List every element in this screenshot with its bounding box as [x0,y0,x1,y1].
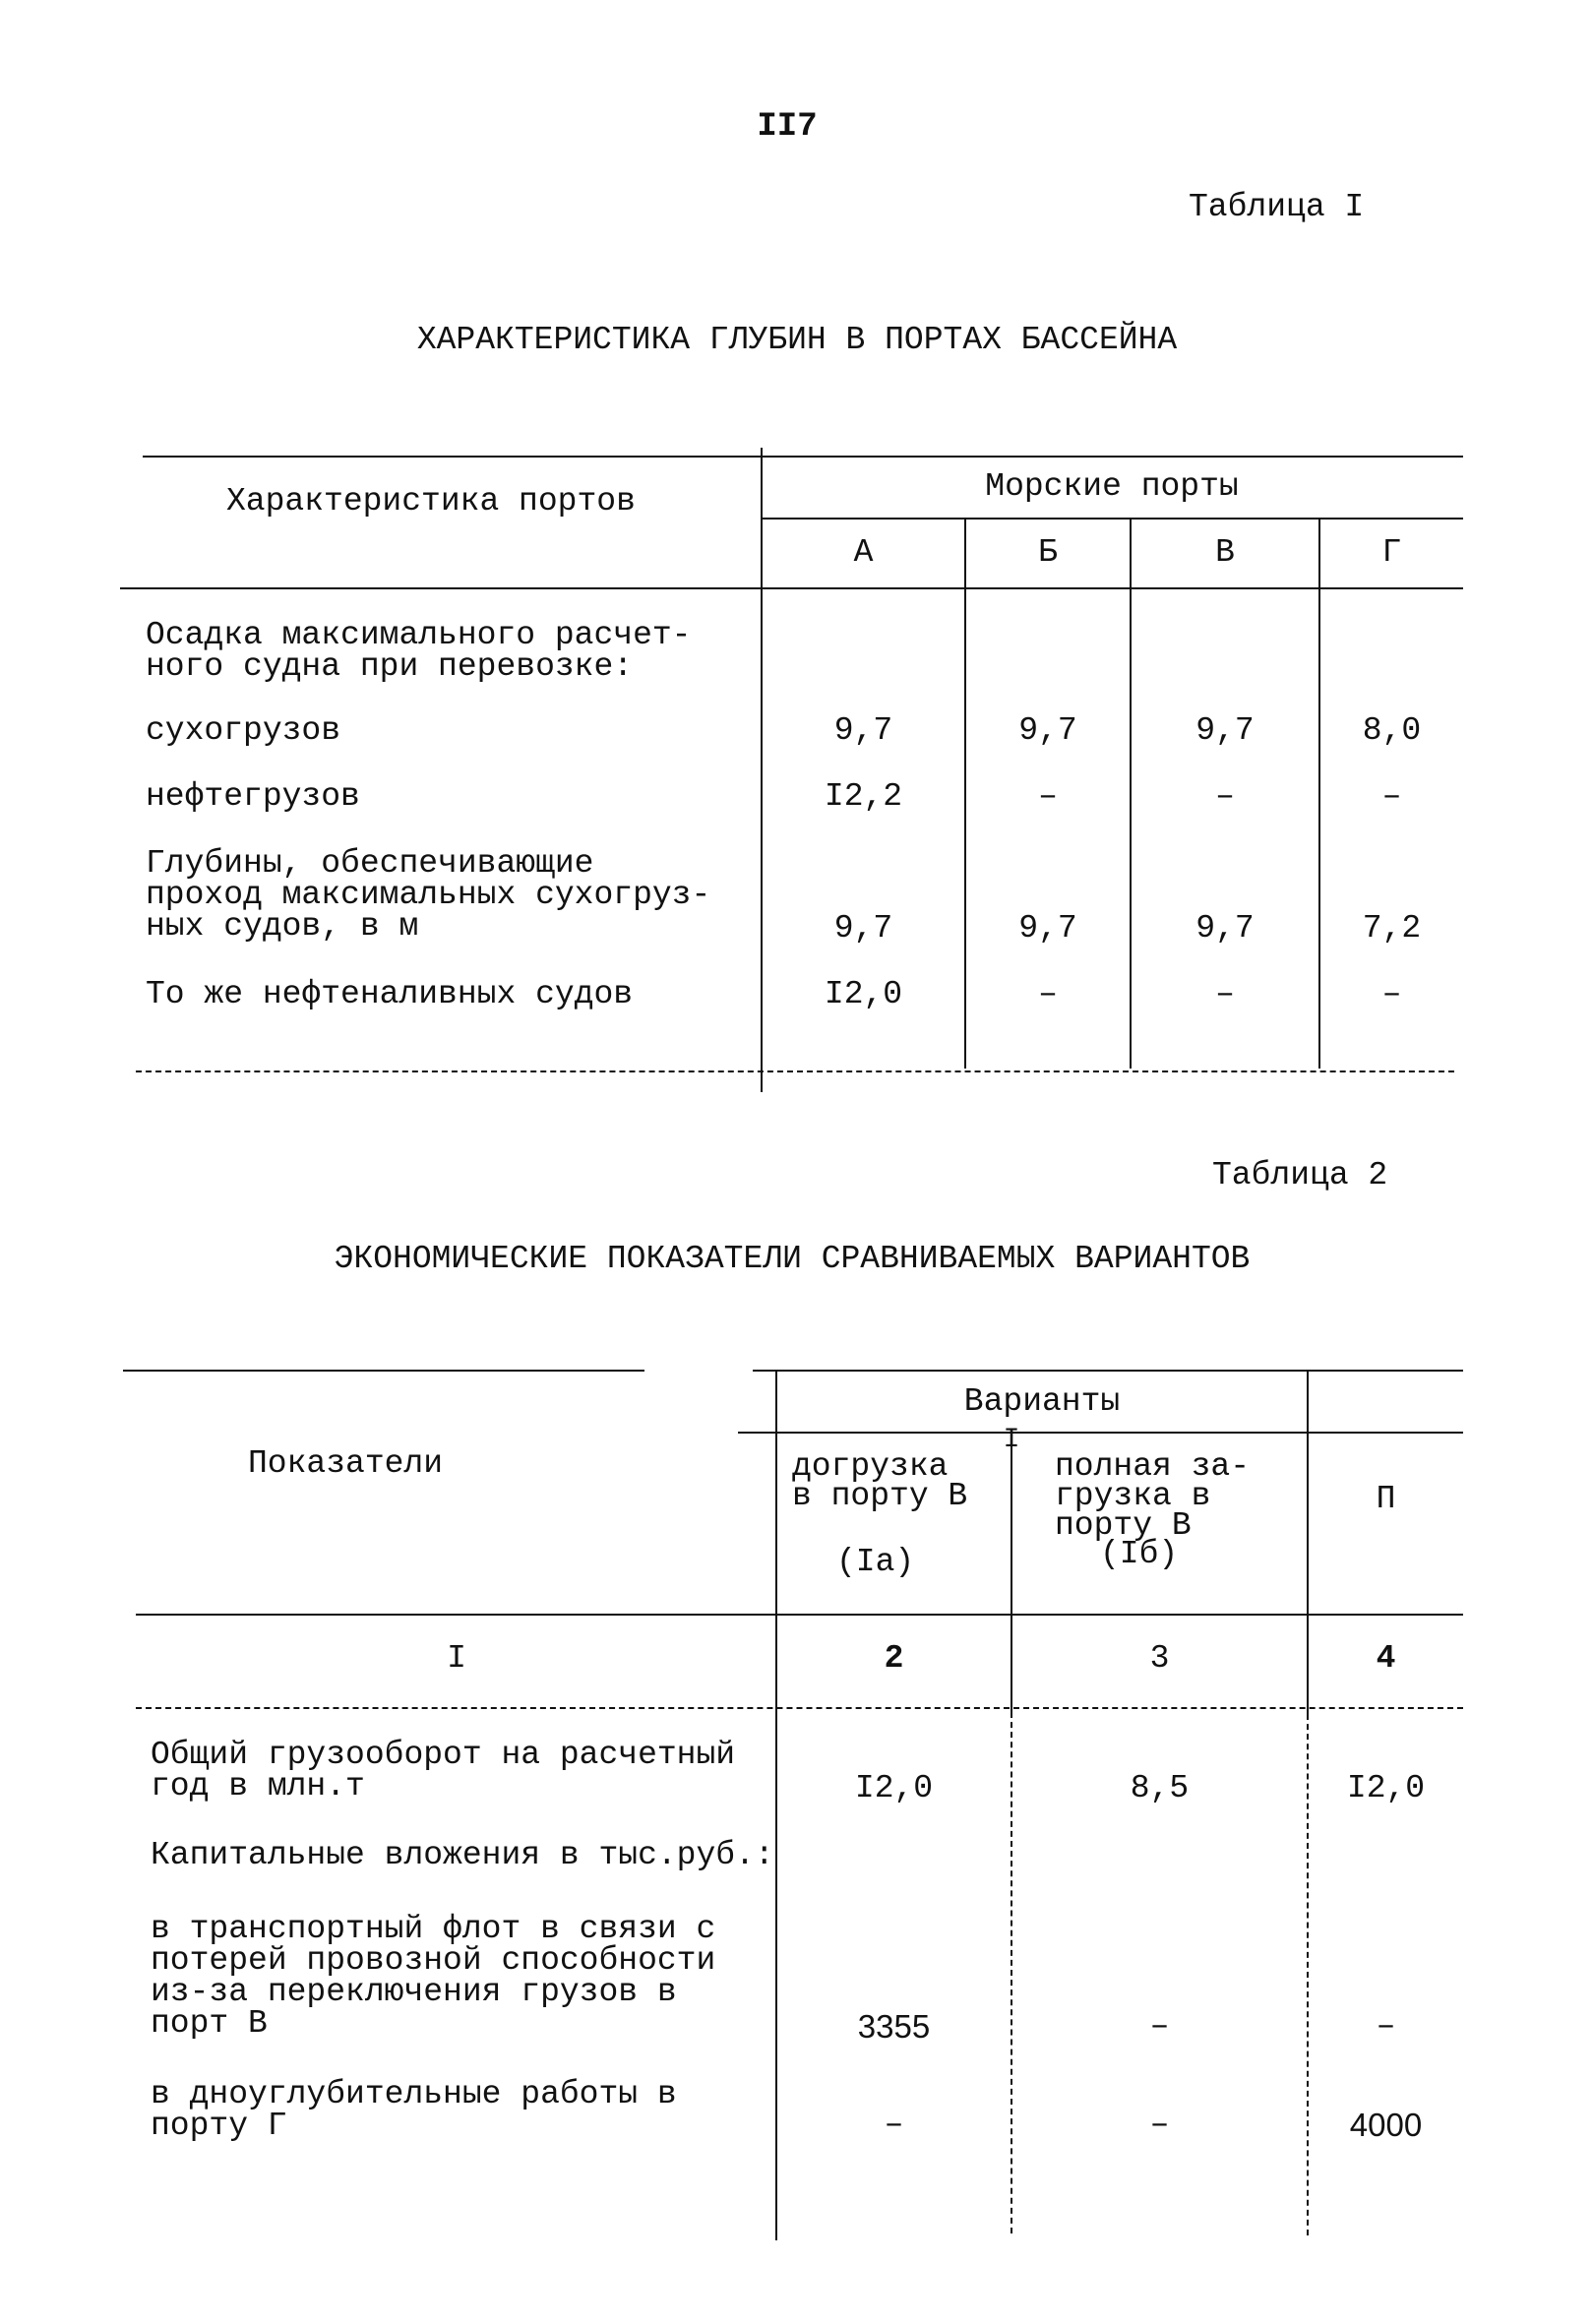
table2-row-label: Общий грузооборот на расчетный год в млн.т [151,1737,736,1804]
table1-cell: – [1215,976,1235,1012]
table2-cell: 3355 [857,2008,931,2045]
table1-port-g: Г [1381,534,1402,571]
table1-header-sea-ports: Морские порты [985,468,1239,505]
table2-subheader-rule [738,1432,1463,1434]
table1-cell: I2,2 [824,778,903,815]
table2-label: Таблица 2 [1212,1157,1388,1193]
table1-cell: 7,2 [1362,910,1422,947]
table2-number-rule [136,1707,1463,1709]
table2-col-number: 3 [1149,1640,1170,1677]
table2-cell: – [1149,2008,1170,2045]
table2-row-label: Капитальные вложения в тыс.руб.: [151,1837,774,1873]
table2-col-c-header: П [1376,1481,1396,1517]
table1-cell: 9,7 [1195,712,1255,749]
table2-row-label: в дноуглубительные работы в порту Г [151,2076,677,2144]
table2-col-b-code: (Iб) [1100,1536,1179,1572]
table2-cell: – [1376,2008,1396,2045]
table1-top-rule [143,456,1463,458]
table2-cell: 4000 [1349,2107,1423,2143]
table1-port-a: А [853,534,874,571]
table2-header-rule [136,1614,1463,1616]
table1-row-label: То же нефтеналивных судов [146,976,634,1012]
table2-cell: I2,0 [854,1770,934,1806]
table1-cell: I2,0 [824,976,903,1012]
table1-header-rule [120,587,1463,589]
table1-row-label: нефтегрузов [146,778,360,815]
table1-cell: 9,7 [833,910,893,947]
table2-title: ЭКОНОМИЧЕСКИЕ ПОКАЗАТЕЛИ СРАВНИВАЕМЫХ ВАРИАНТОВ [334,1241,1251,1277]
table2-header-variants: Варианты [963,1383,1121,1420]
table1-header-characteristic: Характеристика портов [226,483,636,520]
table1-row-label: Осадка максимального расчет- ного судна при перевозке: [146,617,692,685]
table2-cell: 8,5 [1130,1770,1190,1806]
table1-port-b: Б [1038,534,1058,571]
table1-cell: – [1381,976,1402,1012]
table1-subheader-rule [761,518,1463,520]
table1-port-v: В [1215,534,1235,571]
table1-title: ХАРАКТЕРИСТИКА ГЛУБИН В ПОРТАХ БАССЕЙНА [416,322,1178,358]
table1-row-label: Глубины, обеспечивающие проход максимальных сухогруз- ных судов, в м [146,845,711,945]
table2-cell: – [884,2107,904,2143]
table2-col-number: 4 [1376,1640,1396,1677]
table1-cell: – [1381,778,1402,815]
table2-col-b-header: полная за- грузка в порту В [1055,1448,1251,1544]
page-number: II7 [757,108,818,146]
table2-variant-group-i: I [1003,1425,1020,1455]
table1-cell: 9,7 [1018,712,1077,749]
table2-header-indicators: Показатели [248,1445,444,1482]
table1-cell: 9,7 [1018,910,1077,947]
table1-label: Таблица I [1189,189,1365,225]
table1-cell: – [1038,778,1058,815]
table1-cell: – [1038,976,1058,1012]
table2-top-rule [753,1370,1463,1372]
table2-top-rule [123,1370,644,1372]
table1-cell: 9,7 [1195,910,1255,947]
table2-col-a-header: догрузка в порту В [792,1448,968,1514]
table2-cell: I2,0 [1346,1770,1426,1806]
table2-col-a-code: (Iа) [836,1544,915,1580]
table2-col-number: I [447,1640,466,1677]
table1-bottom-rule [136,1070,1454,1072]
table1-cell: 8,0 [1362,712,1422,749]
table1-cell: 9,7 [833,712,893,749]
table2-row-label: в транспортный флот в связи с потерей провозной способности из-за переключения грузов в порт В [151,1911,716,2042]
table1-cell: – [1215,778,1235,815]
table2-cell: – [1149,2107,1170,2143]
table2-col-number: 2 [884,1640,904,1677]
table1-row-label: сухогрузов [146,712,341,749]
